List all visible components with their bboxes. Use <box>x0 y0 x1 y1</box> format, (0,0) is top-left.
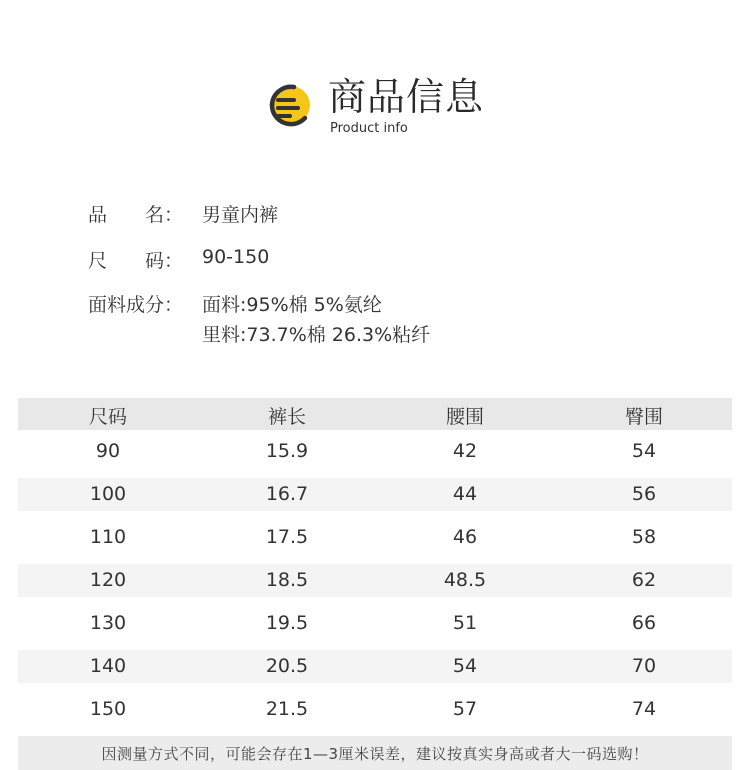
cell-length: 16.7 <box>265 483 309 505</box>
cell-size: 110 <box>89 526 127 548</box>
header-cell-size: 尺码 <box>88 406 127 428</box>
table-row <box>18 564 732 597</box>
list-document-icon <box>264 82 314 132</box>
cell-size: 150 <box>89 698 127 720</box>
table-row <box>18 650 732 683</box>
cell-hip: 56 <box>631 483 657 505</box>
cell-hip: 74 <box>631 698 657 720</box>
cell-length: 19.5 <box>265 612 309 634</box>
header-cell-waist: 腰围 <box>445 406 484 428</box>
cell-size: 90 <box>95 440 121 462</box>
info-value-material-outer: 面料:95%棉 5%氨纶 <box>202 294 382 316</box>
cell-waist: 51 <box>452 612 478 634</box>
cell-waist: 44 <box>452 483 478 505</box>
info-value-material-lining: 里料:73.7%棉 26.3%粘纤 <box>202 324 431 346</box>
info-value-size: 90-150 <box>202 246 270 268</box>
cell-hip: 70 <box>631 655 657 677</box>
cell-length: 20.5 <box>265 655 309 677</box>
info-label-name: 品 名： <box>88 204 184 226</box>
table-row <box>18 478 732 511</box>
cell-waist: 54 <box>452 655 478 677</box>
table-row <box>18 688 732 731</box>
cell-length: 17.5 <box>265 526 309 548</box>
size-table <box>18 398 732 731</box>
section-title: 商品信息 <box>328 75 485 119</box>
table-row <box>18 602 732 645</box>
info-label-size: 尺 码： <box>88 250 184 272</box>
cell-waist: 48.5 <box>443 569 487 591</box>
table-row <box>18 430 732 473</box>
cell-size: 120 <box>89 569 127 591</box>
cell-size: 140 <box>89 655 127 677</box>
cell-waist: 42 <box>452 440 478 462</box>
cell-hip: 66 <box>631 612 657 634</box>
header-cell-length: 裤长 <box>267 406 306 428</box>
info-label-material: 面料成分： <box>88 294 184 316</box>
cell-length: 18.5 <box>265 569 309 591</box>
cell-size: 100 <box>89 483 127 505</box>
cell-length: 21.5 <box>265 698 309 720</box>
cell-size: 130 <box>89 612 127 634</box>
table-row <box>18 516 732 559</box>
section-header <box>264 74 504 144</box>
measurement-note: 因测量方式不同，可能会存在1—3厘米误差，建议按真实身高或者大一码选购！ <box>18 736 732 770</box>
header-cell-hip: 臀围 <box>624 406 663 428</box>
section-subtitle: Product info <box>330 121 408 136</box>
cell-waist: 57 <box>452 698 478 720</box>
info-value-name: 男童内裤 <box>202 204 279 226</box>
cell-waist: 46 <box>452 526 478 548</box>
cell-length: 15.9 <box>265 440 309 462</box>
cell-hip: 58 <box>631 526 657 548</box>
cell-hip: 54 <box>631 440 657 462</box>
table-header <box>18 398 732 430</box>
cell-hip: 62 <box>631 569 657 591</box>
